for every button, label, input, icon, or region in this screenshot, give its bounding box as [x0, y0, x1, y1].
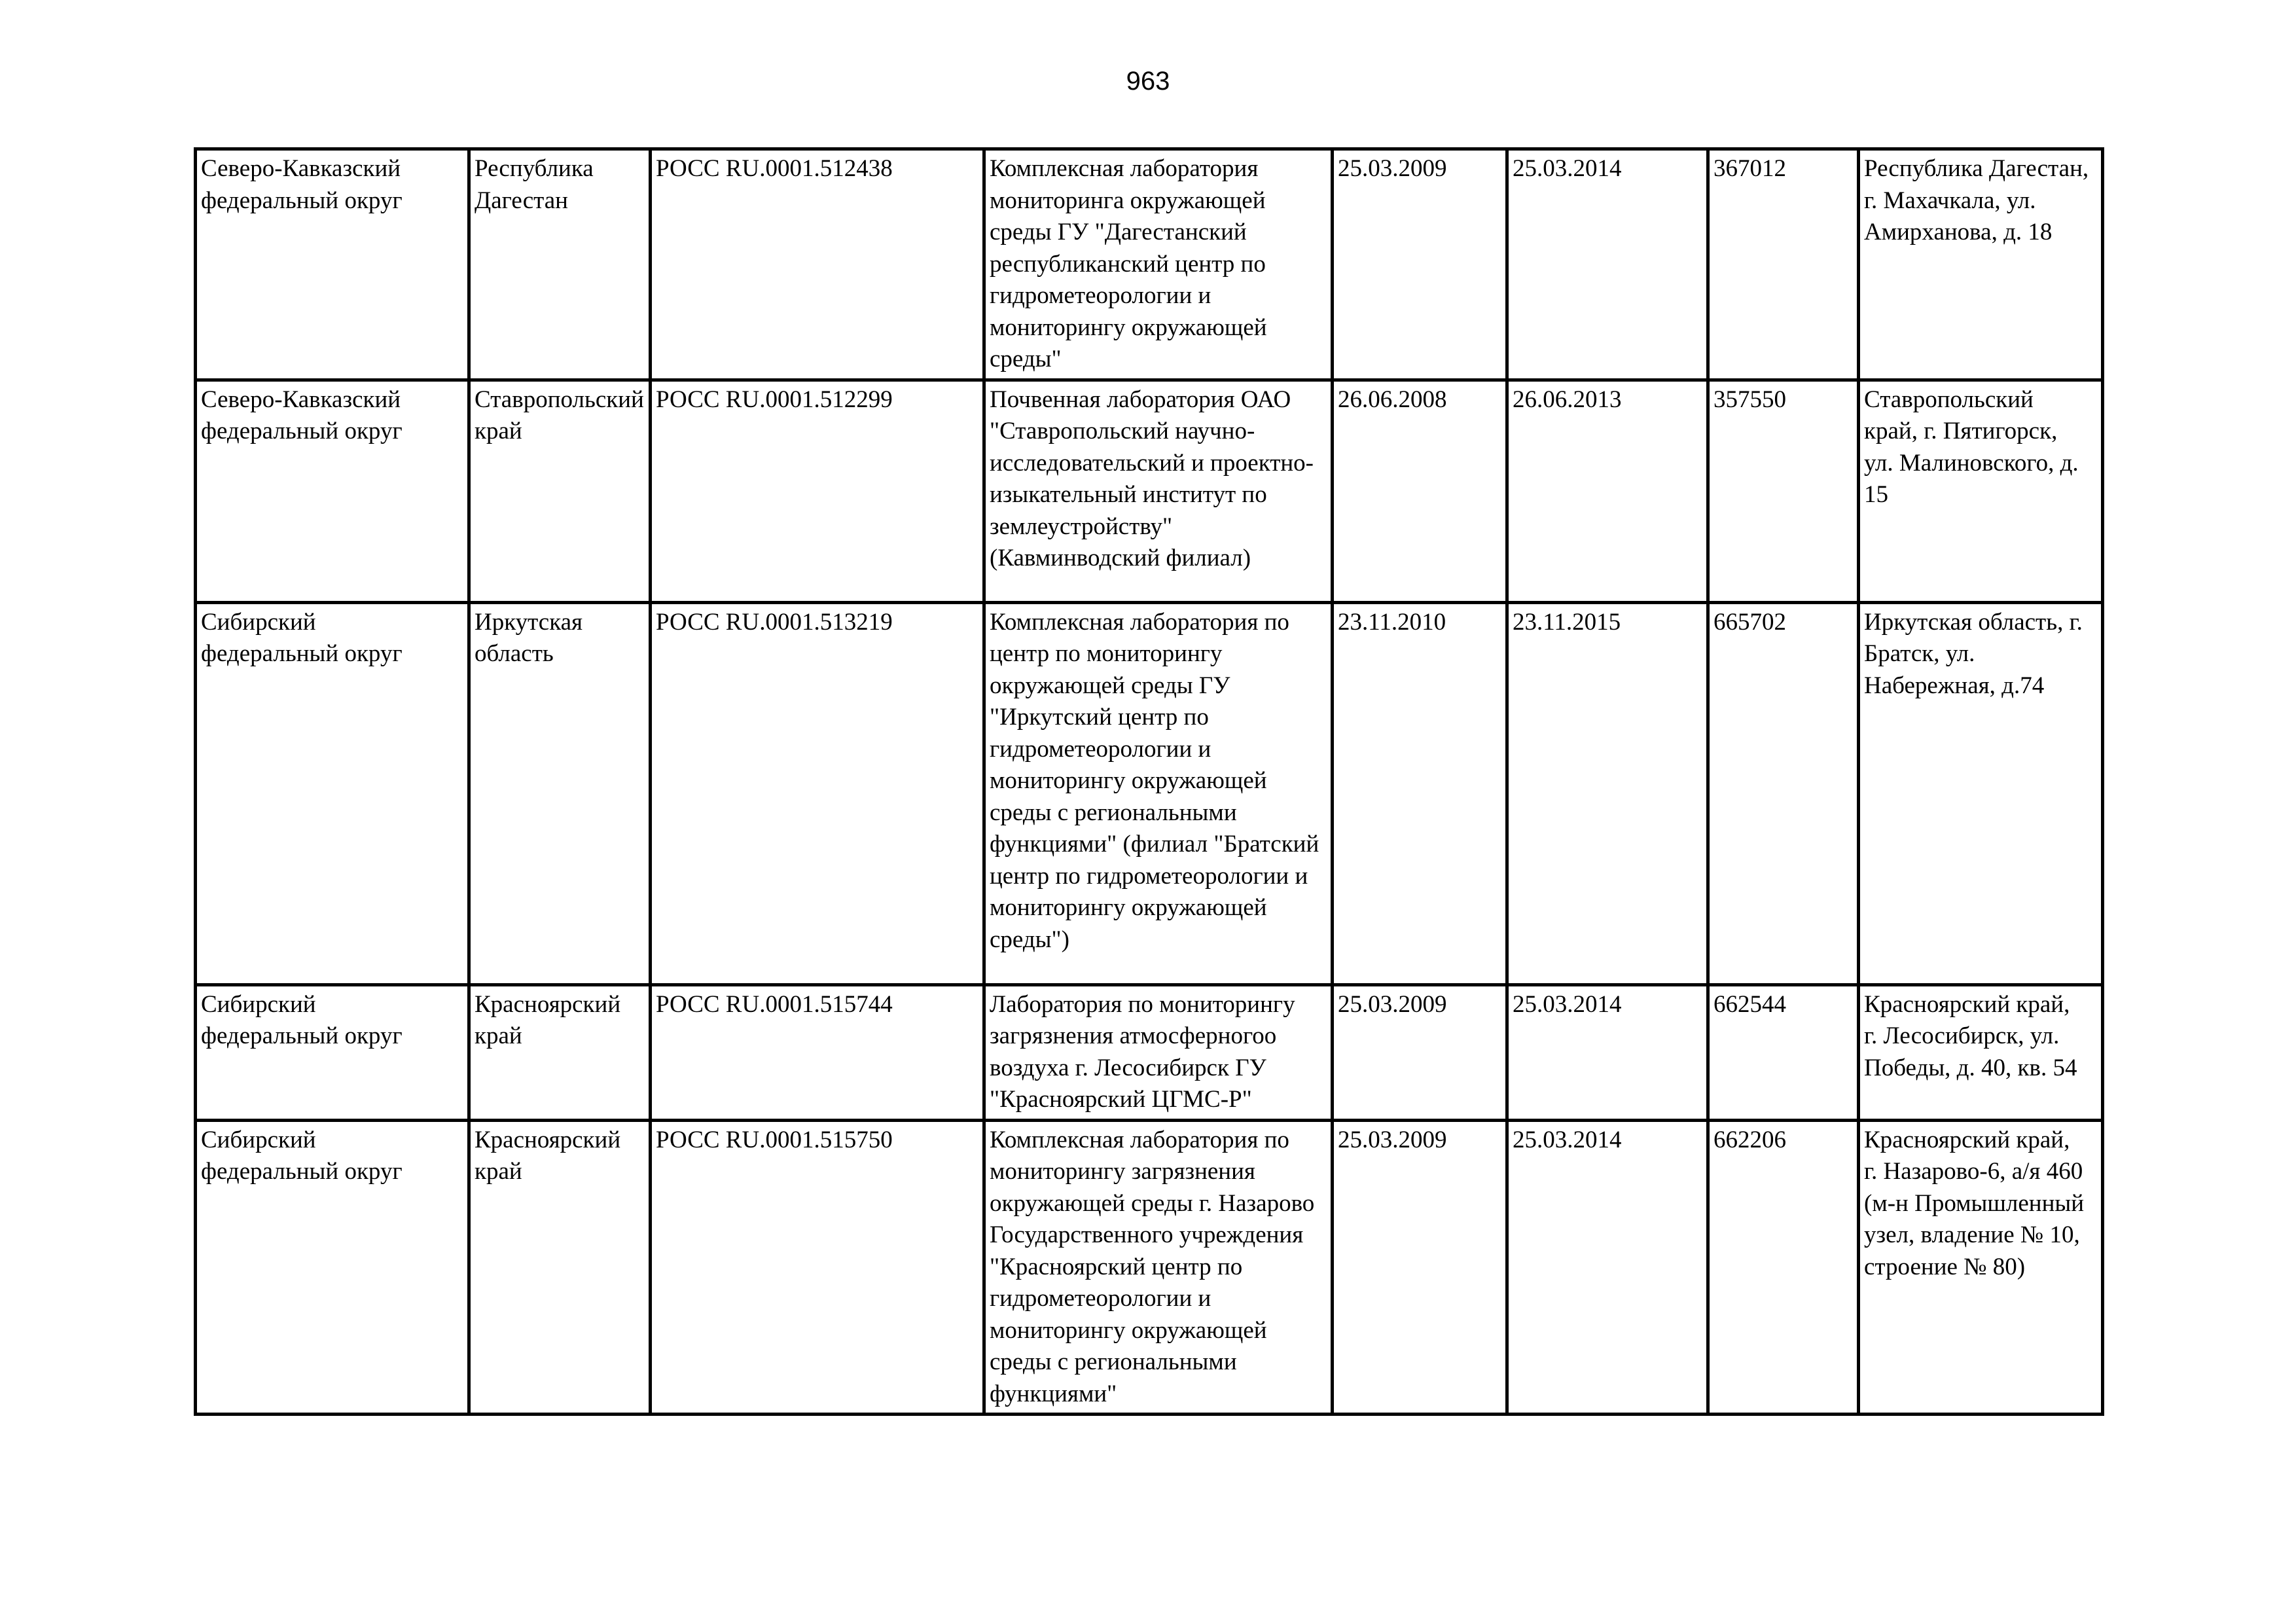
postcode-cell: 367012 — [1708, 149, 1859, 380]
table-row — [196, 149, 2103, 380]
district-cell: Северо-Кавказский федеральный округ — [196, 149, 469, 380]
postcode-cell: 662544 — [1708, 984, 1859, 1120]
region-cell: Красноярский край — [469, 984, 651, 1120]
date-to-cell: 25.03.2014 — [1507, 984, 1708, 1120]
address-cell: Республика Дагестан, г. Махачкала, ул. Амирханова, д. 18 — [1859, 149, 2103, 380]
certificate-cell: РОСС RU.0001.512438 — [651, 149, 984, 380]
page-number: 963 — [1126, 67, 1170, 96]
laboratory-name-cell: Комплексная лаборатория мониторинга окружающей среды ГУ "Дагестанский республиканский центр по гидрометеорологии и мониторингу окружающей среды" — [984, 149, 1333, 380]
district-cell: Сибирский федеральный округ — [196, 1120, 469, 1415]
address-cell: Ставропольский край, г. Пятигорск, ул. Малиновского, д. 15 — [1859, 380, 2103, 602]
date-from-cell: 26.06.2008 — [1333, 380, 1507, 602]
district-cell: Сибирский федеральный округ — [196, 984, 469, 1120]
address-cell: Красноярский край, г. Лесосибирск, ул. Победы, д. 40, кв. 54 — [1859, 984, 2103, 1120]
date-from-cell: 23.11.2010 — [1333, 602, 1507, 984]
certificate-cell: РОСС RU.0001.512299 — [651, 380, 984, 602]
postcode-cell: 357550 — [1708, 380, 1859, 602]
date-to-cell: 23.11.2015 — [1507, 602, 1708, 984]
date-from-cell: 25.03.2009 — [1333, 149, 1507, 380]
table-row — [196, 1120, 2103, 1415]
laboratory-name-cell: Почвенная лаборатория ОАО "Ставропольский научно- исследовательский и проектно- изыкательный институт по землеустройству" (Кавминводский филиал) — [984, 380, 1333, 602]
date-to-cell: 25.03.2014 — [1507, 1120, 1708, 1415]
district-cell: Сибирский федеральный округ — [196, 602, 469, 984]
date-to-cell: 25.03.2014 — [1507, 149, 1708, 380]
date-to-cell: 26.06.2013 — [1507, 380, 1708, 602]
certificate-cell: РОСС RU.0001.513219 — [651, 602, 984, 984]
table-row — [196, 380, 2103, 602]
postcode-cell: 662206 — [1708, 1120, 1859, 1415]
certificate-cell: РОСС RU.0001.515750 — [651, 1120, 984, 1415]
region-cell: Ставропольский край — [469, 380, 651, 602]
address-cell: Иркутская область, г. Братск, ул. Набережная, д.74 — [1859, 602, 2103, 984]
certificate-cell: РОСС RU.0001.515744 — [651, 984, 984, 1120]
address-cell: Красноярский край, г. Назарово-6, а/я 460 (м-н Промышленный узел, владение № 10, строение № 80) — [1859, 1120, 2103, 1415]
laboratory-name-cell: Комплексная лаборатория по мониторингу загрязнения окружающей среды г. Назарово Государственного учреждения "Красноярский центр по гидрометеорологии и мониторингу окружающей среды с региональными функциями" — [984, 1120, 1333, 1415]
laboratory-name-cell: Лаборатория по мониторингу загрязнения атмосферногоо воздуха г. Лесосибирск ГУ "Красноярский ЦГМС-Р" — [984, 984, 1333, 1120]
region-cell: Красноярский край — [469, 1120, 651, 1415]
date-from-cell: 25.03.2009 — [1333, 984, 1507, 1120]
region-cell: Иркутская область — [469, 602, 651, 984]
date-from-cell: 25.03.2009 — [1333, 1120, 1507, 1415]
laboratory-name-cell: Комплексная лаборатория по центр по мониторингу окружающей среды ГУ "Иркутский центр по гидрометеорологии и мониторингу окружающей среды с региональными функциями" (филиал "Братский центр по гидрометеорологии и мониторингу окружающей среды") — [984, 602, 1333, 984]
district-cell: Северо-Кавказский федеральный округ — [196, 380, 469, 602]
region-cell: Республика Дагестан — [469, 149, 651, 380]
table-row — [196, 984, 2103, 1120]
table-row — [196, 602, 2103, 984]
laboratory-registry-table — [194, 147, 2104, 1416]
postcode-cell: 665702 — [1708, 602, 1859, 984]
